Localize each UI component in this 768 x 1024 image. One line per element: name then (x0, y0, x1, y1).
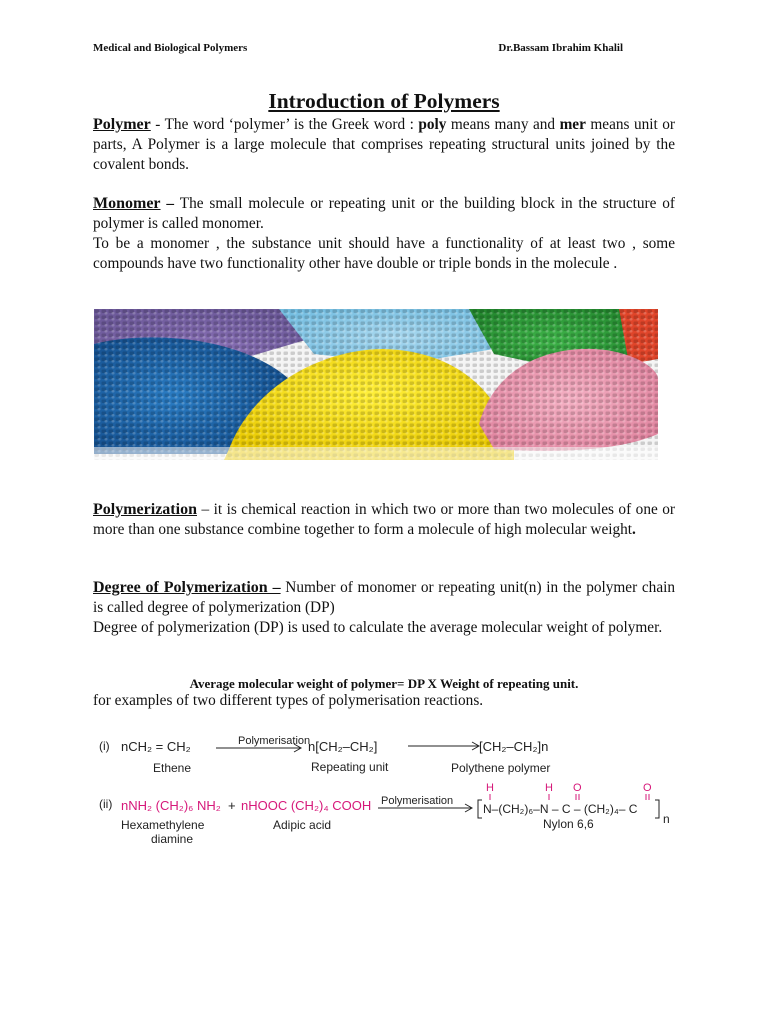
keyword-mer: mer (559, 116, 586, 133)
page-header-left: Medical and Biological Polymers (93, 42, 248, 54)
nylon-o-2: O (643, 782, 652, 794)
monomer-definition: Monomer – The small molecule or repeating unit or the building block in the structure of polymer is called monomer. To be a monomer , the substance unit should have a functionality of at least two , some compounds have two functionality other have double or triple bonds in the molecule . (93, 195, 675, 272)
reaction-1-product-name: Polythene polymer (451, 761, 551, 775)
nylon-name: Nylon 6,6 (543, 817, 594, 831)
average-molecular-weight-formula: Average molecular weight of polymer= DP X Weight of repeating unit. (189, 676, 579, 691)
reaction-2-reactant-1-name-1: Hexamethylene (121, 818, 205, 832)
nylon-bracket-right (655, 800, 659, 818)
reaction-2-label: (ii) (99, 797, 113, 811)
nylon-h-1: H (486, 782, 494, 794)
nylon-bracket-left (478, 800, 482, 818)
term-degree-of-polymerization: Degree of Polymerization – (93, 579, 281, 596)
degree-definition: Degree of Polymerization – Number of monomer or repeating unit(n) in the polymer chain is called degree of polymerization (DP) Degree of polymerization (DP) is used to calculate the average molecular weight of polymer. (93, 579, 676, 636)
reaction-1-reactant-name: Ethene (153, 761, 192, 775)
reaction-2-reactant-1: nNH₂ (CH₂)₆ NH₂ (121, 798, 221, 813)
term-polymerization: Polymerization (93, 501, 197, 518)
reaction-1-intermediate: n[CH₂–CH₂] (308, 739, 378, 754)
page-header-right: Dr.Bassam Ibrahim Khalil (498, 42, 623, 54)
polymer-granules-image (94, 309, 658, 460)
page-title: Introduction of Polymers (268, 89, 500, 113)
polymer-definition: Polymer - The word ‘polymer’ is the Greek word : poly means many and mer means unit or parts, A Polymer is a large molecule that comprises repeating structural units joined by the covalent bonds. (93, 116, 676, 173)
degree-usage: Degree of polymerization (DP) is used to calculate the average molecular weight of polymer. (93, 619, 663, 636)
nylon-product: N–(CH₂)₆–N – C – (CH₂)₄– C (483, 802, 638, 816)
nylon-n: n (663, 812, 670, 826)
reaction-1-reactant: nCH₂ = CH₂ (121, 739, 191, 754)
nylon-h-2: H (545, 782, 553, 794)
term-polymer: Polymer (93, 116, 151, 133)
reaction-1-product: [CH₂–CH₂]n (479, 739, 549, 754)
keyword-poly: poly (418, 116, 447, 133)
reaction-2-plus: + (228, 798, 236, 813)
reaction-2-reactant-2-name: Adipic acid (273, 818, 332, 832)
reaction-2-arrow-label: Polymerisation (381, 795, 454, 807)
term-monomer: Monomer (93, 195, 161, 212)
polymerization-definition: Polymerization – it is chemical reaction in which two or more than two molecules of one or more than one substance combine together to form a molecule of high molecular weight. (93, 501, 675, 538)
reaction-2-reactant-1-name-2: diamine (151, 832, 194, 846)
reaction-2-reactant-2: nHOOC (CH₂)₄ COOH (241, 798, 372, 813)
nylon-o-1: O (573, 782, 582, 794)
reaction-1-arrow-label: Polymerisation (238, 735, 311, 747)
reaction-1-label: (i) (99, 739, 110, 753)
examples-intro: for examples of two different types of polymerisation reactions. (93, 692, 484, 709)
monomer-functionality: To be a monomer , the substance unit should have a functionality of at least two , some compounds have two functionality other have double or triple bonds in the molecule . (93, 235, 675, 272)
polymerisation-reactions-diagram (93, 728, 683, 853)
reaction-1-intermediate-name: Repeating unit (311, 760, 389, 774)
